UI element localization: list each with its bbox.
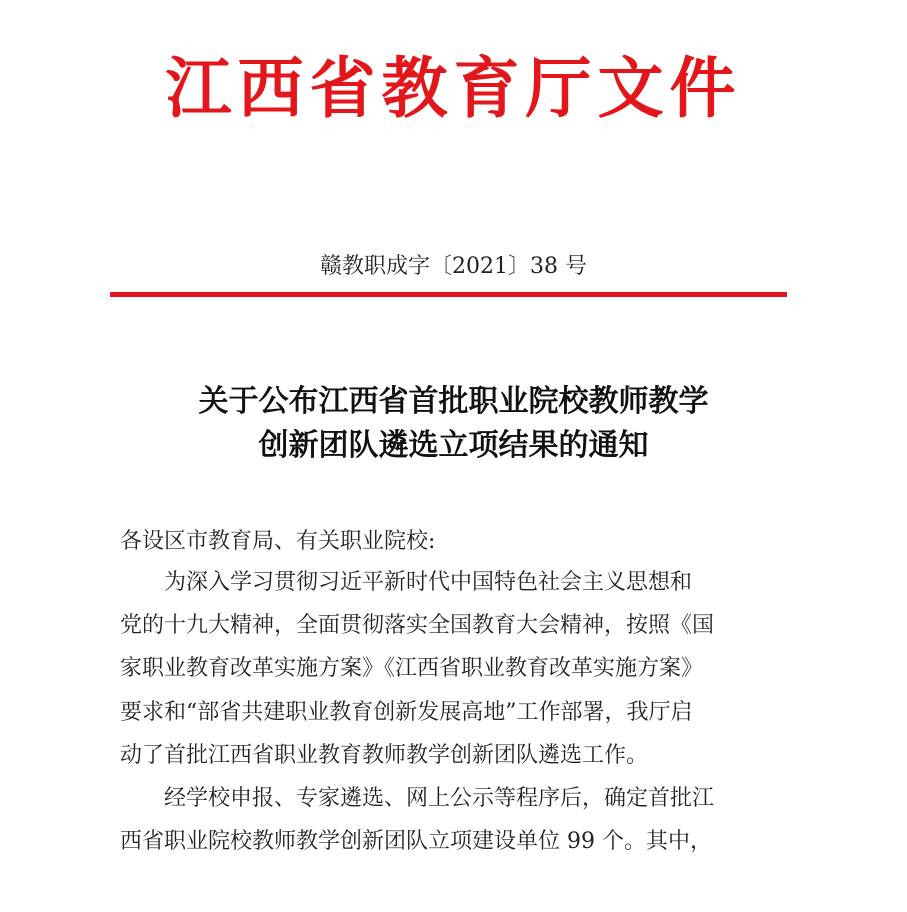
body-line: 为深入学习贯彻习近平新时代中国特色社会主义思想和 [164,570,693,595]
body-line: 家职业教育改革实施方案》《江西省职业教育改革实施方案》 [120,656,704,681]
document-number: 赣教职成字〔2021〕38 号 [320,254,587,279]
body-line: 经学校申报、专家遴选、网上公示等程序后，确定首批江 [164,786,715,811]
notice-title-line-1: 关于公布江西省首批职业院校教师教学 [198,384,709,419]
red-divider-line [110,292,787,297]
notice-title-line-2: 创新团队遴选立项结果的通知 [258,428,649,463]
salutation: 各设区市教育局、有关职业院校: [120,529,436,554]
masthead-title: 江西省教育厅文件 [165,49,742,127]
body-line: 西省职业院校教师教学创新团队立项建设单位 99 个。其中， [120,829,712,854]
body-line: 党的十九大精神，全面贯彻落实全国教育大会精神，按照《国 [120,613,715,638]
body-line: 要求和“部省共建职业教育创新发展高地”工作部署，我厅启 [120,700,693,725]
body-line: 动了首批江西省职业教育教师教学创新团队遴选工作。 [120,743,649,768]
